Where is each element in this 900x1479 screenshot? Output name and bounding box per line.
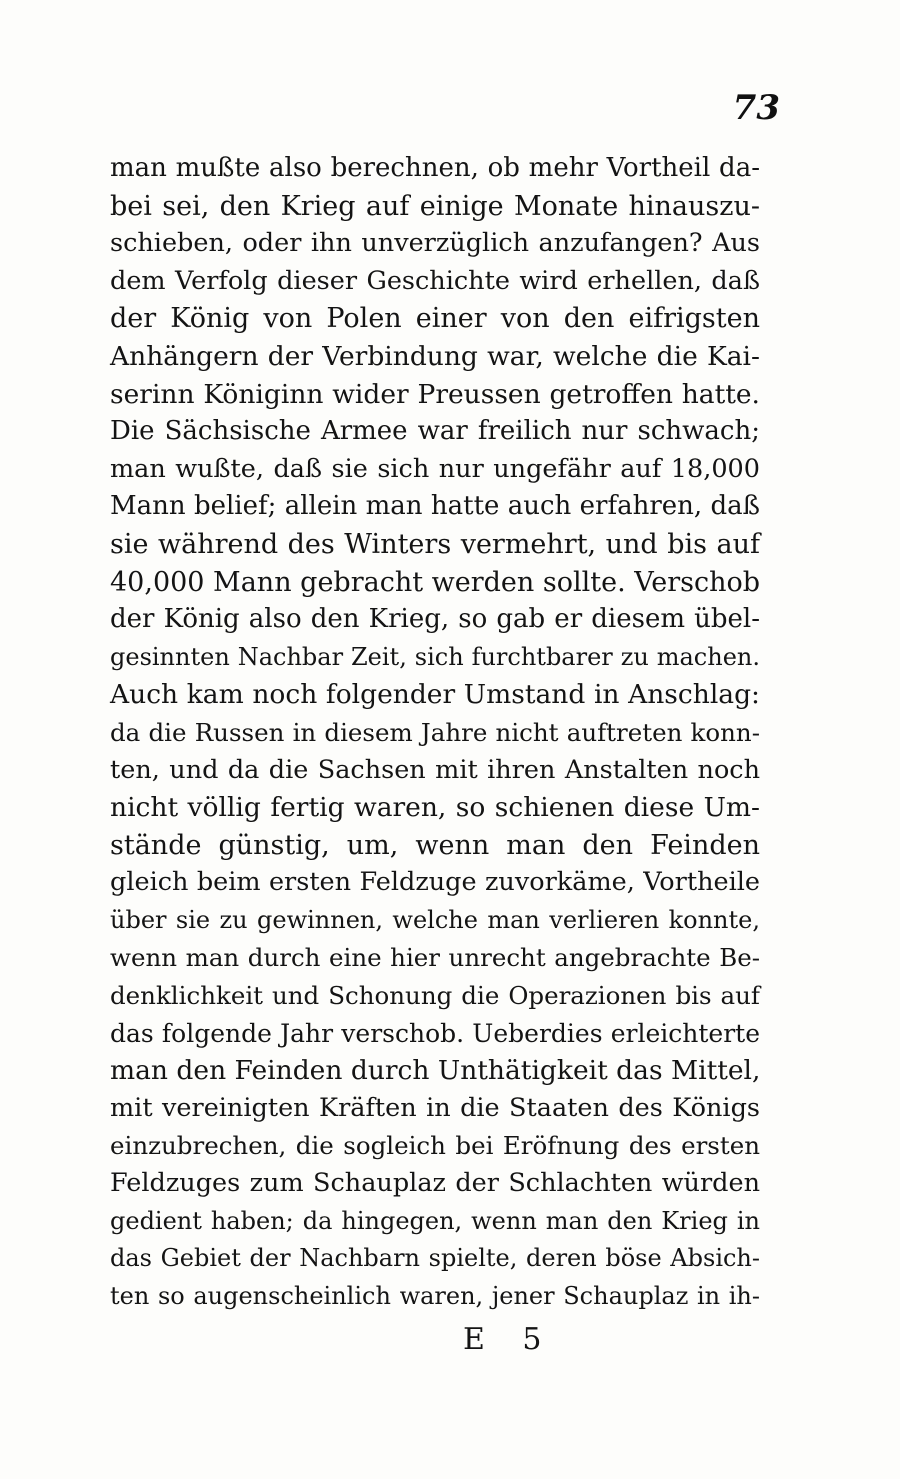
text-line: wenn man durch eine hier unrecht angebrachte Be- (110, 943, 760, 973)
text-line: der König von Polen einer von den eifrigsten (110, 303, 760, 335)
text-line: denklichkeit und Schonung die Operazionen bis auf (110, 981, 760, 1011)
text-line: Anhängern der Verbindung war, welche die Kai- (110, 340, 760, 372)
text-line: 40,000 Mann gebracht werden sollte. Verschob (110, 566, 761, 598)
text-line: man den Feinden durch Unthätigkeit das Mittel, (110, 1055, 761, 1087)
text-line: nicht völlig fertig waren, so schienen diese Um- (110, 792, 760, 824)
page-number: 73 (732, 88, 780, 128)
text-line: das folgende Jahr verschob. Ueberdies erleichterte (110, 1018, 760, 1048)
text-line: sie während des Winters vermehrt, und bis auf (110, 528, 760, 560)
text-line: das Gebiet der Nachbarn spielte, deren böse Absich- (110, 1244, 760, 1273)
text-line: man wußte, daß sie sich nur ungefähr auf 18,000 (110, 453, 760, 484)
text-line: Auch kam noch folgender Umstand in Anschlag: (110, 679, 760, 711)
text-line: Mann belief; allein man hatte auch erfahren, daß (110, 491, 760, 522)
text-line: Die Sächsische Armee war freilich nur schwach; (110, 416, 760, 447)
text-line: man mußte also berechnen, ob mehr Vortheil da- (110, 153, 760, 183)
text-line: gedient haben; da hingegen, wenn man den Krieg in (110, 1206, 760, 1235)
text-line: gesinnten Nachbar Zeit, sich furchtbarer zu machen. (110, 642, 760, 671)
text-line: der König also den Krieg, so gab er diesem übel- (110, 604, 760, 635)
text-line: bei sei, den Krieg auf einige Monate hinauszu- (110, 190, 760, 222)
text-line: ten so augenscheinlich waren, jener Schauplaz in ih- (110, 1281, 760, 1310)
text-line: ten, und da die Sachsen mit ihren Anstalten noch (110, 754, 760, 785)
text-line: über sie zu gewinnen, welche man verlieren konnte, (110, 905, 760, 934)
text-line: einzubrechen, die sogleich bei Eröfnung des ersten (110, 1131, 760, 1161)
text-line: Feldzuges zum Schauplaz der Schlachten würden (110, 1168, 760, 1199)
text-line: da die Russen in diesem Jahre nicht auftreten konn- (110, 717, 760, 747)
body-text (110, 150, 760, 1315)
text-line: serinn Königinn wider Preussen getroffen hatte. (110, 378, 760, 410)
text-line: schieben, oder ihn unverzüglich anzufangen? Aus (110, 228, 760, 259)
signature-mark: E 5 (463, 1322, 556, 1357)
text-line: gleich beim ersten Feldzuge zuvorkäme, Vortheile (110, 867, 760, 898)
text-line: dem Verfolg dieser Geschichte wird erhellen, daß (110, 265, 760, 296)
text-line: mit vereinigten Kräften in die Staaten des Königs (110, 1092, 760, 1123)
text-line: stände günstig, um, wenn man den Feinden (110, 829, 760, 861)
